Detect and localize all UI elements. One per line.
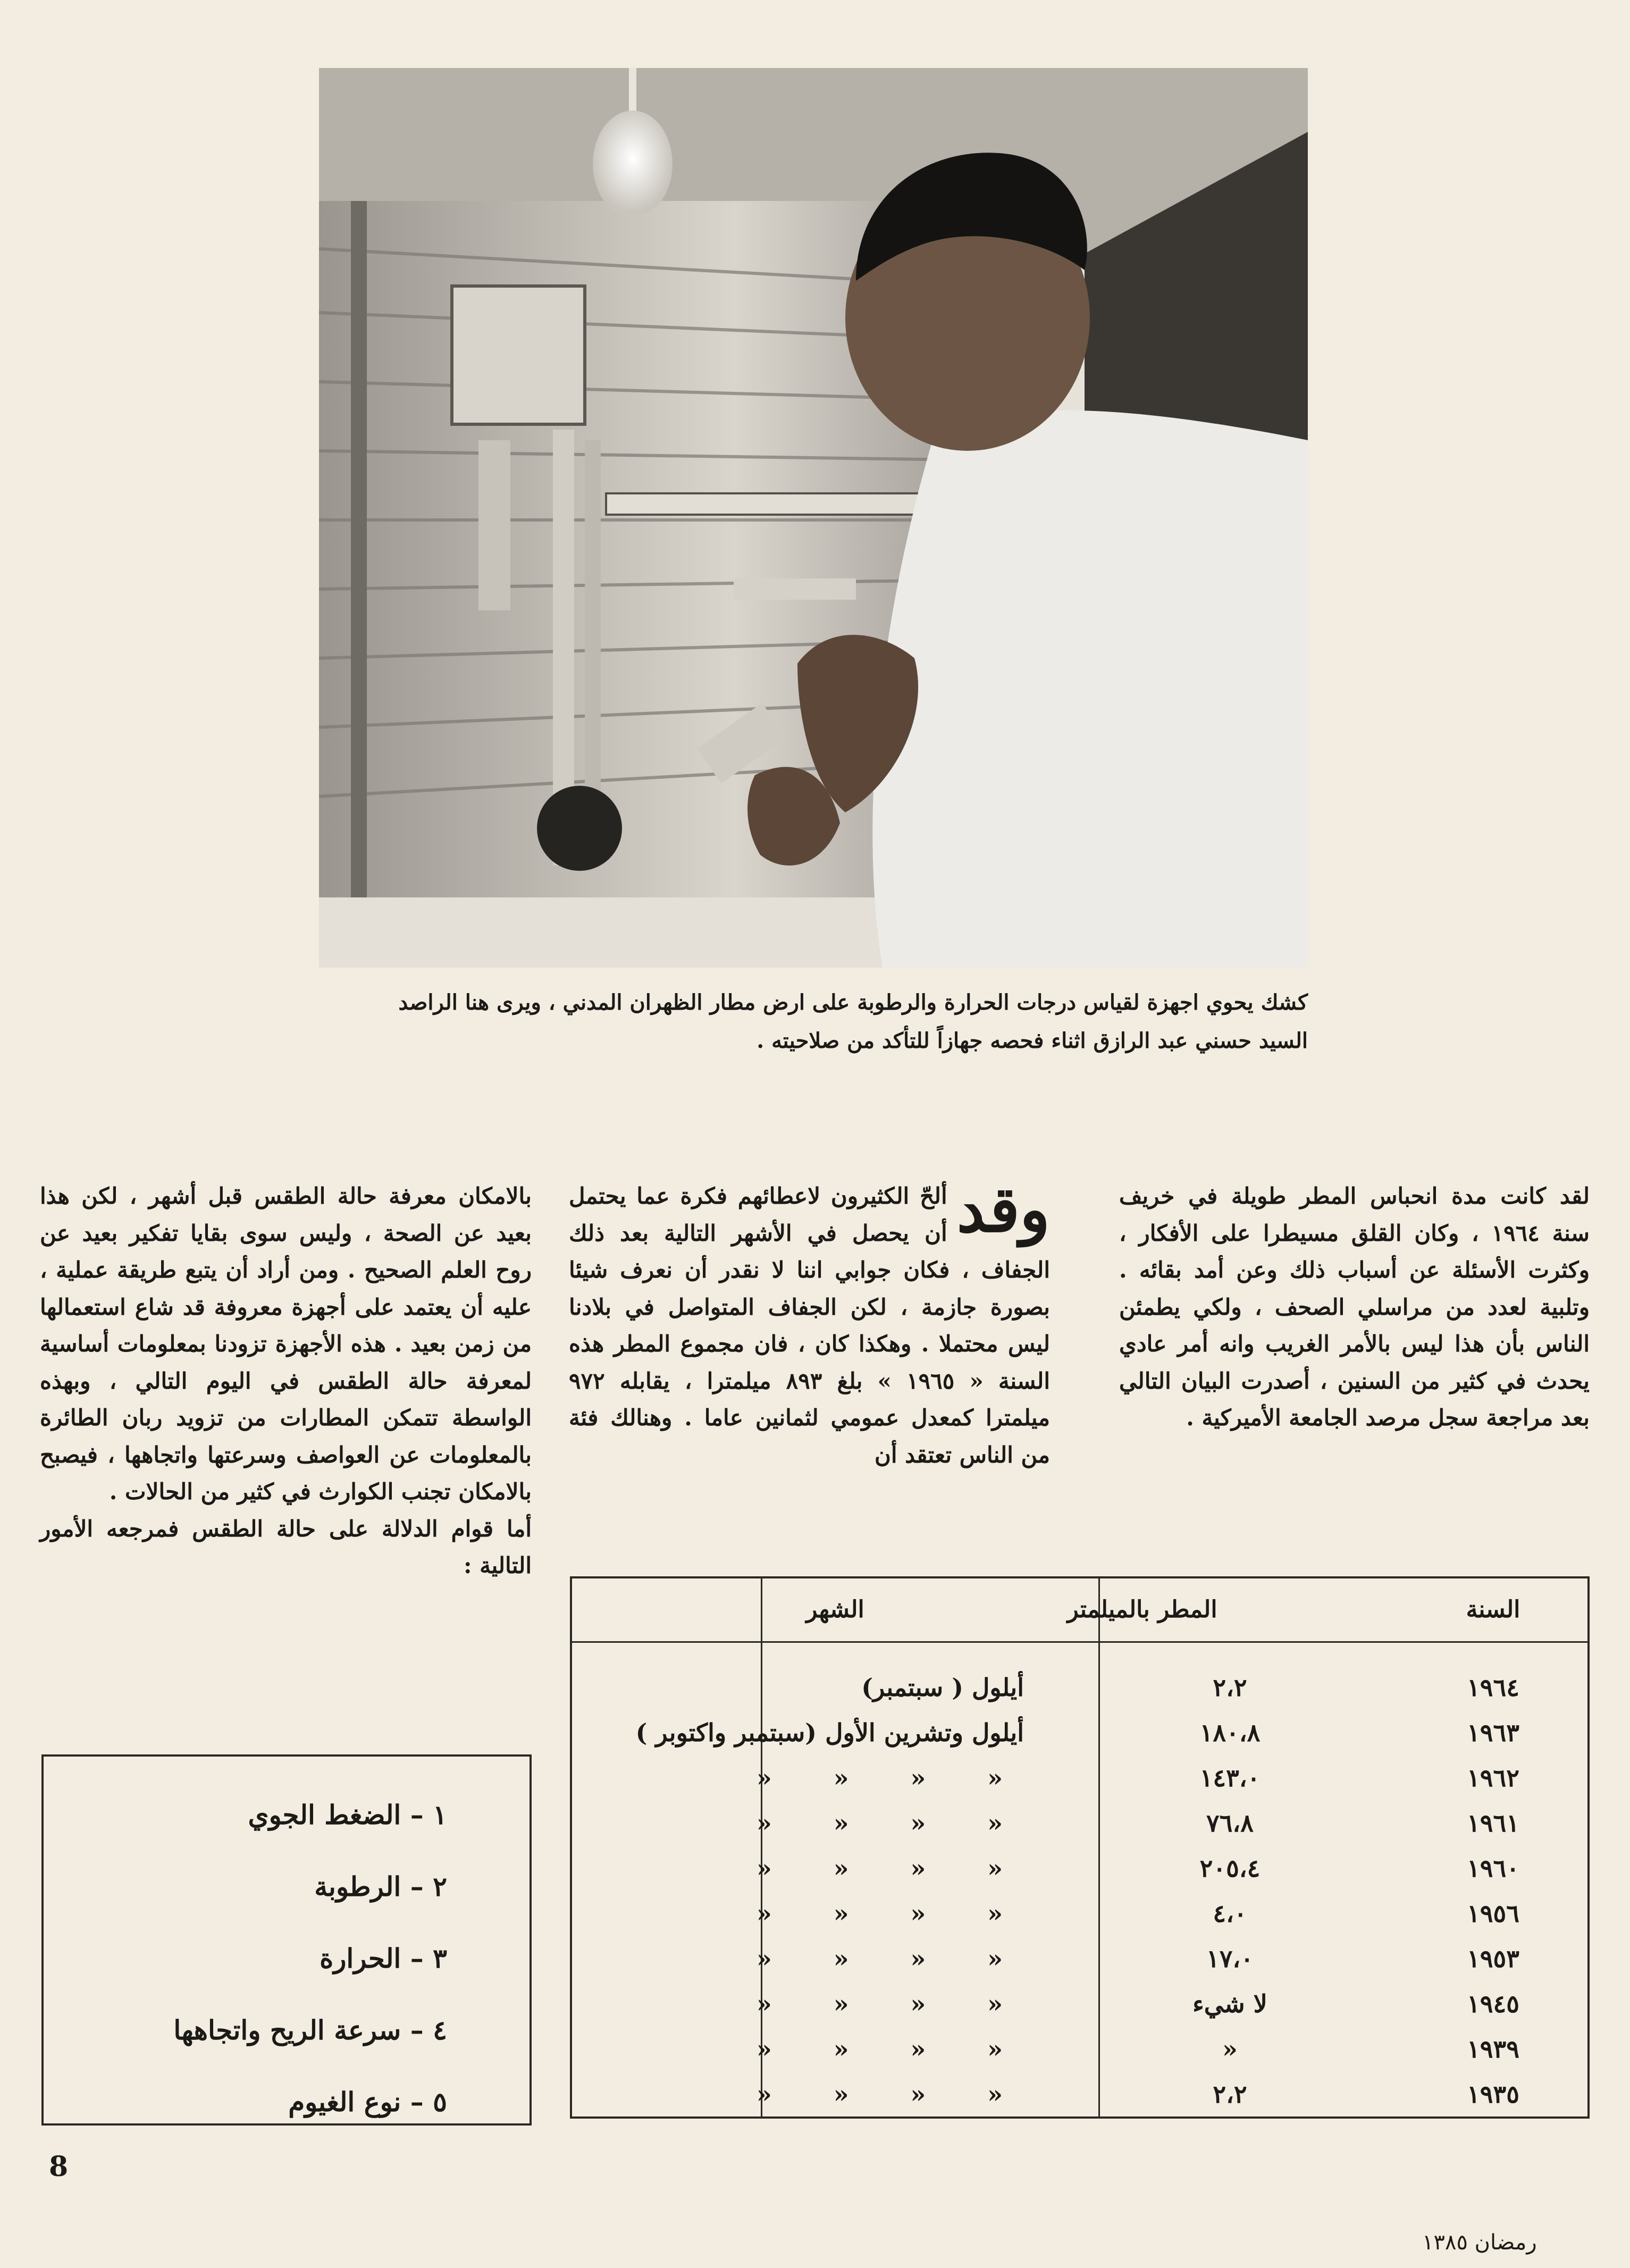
article-left-paragraph-1: بالامكان معرفة حالة الطقس قبل أشهر ، لكن هذا بعيد عن الصحة ، وليس سوى بقايا تفكير بعيد عن روح العلم الصحيح . ومن أراد أن يتبع طريقة عملية ، عليه أن يعتمد على أجهزة معروفة قد شاع استعمالها من زمن بعيد . هذه الأجهزة تزودنا بمعلومات أساسية لمعرفة حالة الطقس في اليوم التالي ، وبهذه الواسطة تتمكن المطارات من تزويد ربان الطائرة بالمعلومات عن العواصف وسرعتها واتجاهها ، فيصبح بالامكان تجنب الكوارث في كثير من الحالات . bbox=[40, 1183, 532, 1505]
rainfall-table bbox=[570, 1576, 1590, 2119]
article-intro-paragraph: لقد كانت مدة انحباس المطر طويلة في خريف سنة ١٩٦٤ ، وكان القلق مسيطرا على الأفكار ، وكثرت الأسئلة عن أسباب ذلك وعن أمد بقائه . وتلبية لعدد من مراسلي الصحف ، ولكي يطمئن الناس بأن هذا ليس بالأمر الغريب وانه أمر عادي يحدث في كثير من السنين ، أصدرت البيان التالي بعد مراجعة سجل مرصد الجامعة الأميركية . bbox=[1119, 1183, 1590, 1431]
table-cell-rain: ٢،٢ bbox=[1213, 1673, 1247, 1702]
weather-station-photo bbox=[319, 68, 1308, 968]
table-cell-year: ١٩٦٤ bbox=[1467, 1673, 1519, 1702]
table-cell-rain: لا شيء bbox=[1192, 1989, 1267, 2018]
weather-factor-item: ٢ – الرطوبة bbox=[314, 1871, 447, 1902]
table-cell-months: « « « « bbox=[756, 1989, 1003, 2018]
table-cell-year: ١٩٥٣ bbox=[1467, 1944, 1519, 1973]
table-cell-year: ١٩٦٠ bbox=[1467, 1854, 1519, 1883]
table-cell-rain: ٤،٠ bbox=[1213, 1899, 1247, 1928]
caption-line-2: السيد حسني عبد الرازق اثناء فحصه جهازاً للتأكد من صلاحيته . bbox=[757, 1028, 1308, 1053]
article-column-left bbox=[40, 1178, 532, 1584]
table-cell-year: ١٩٤٥ bbox=[1467, 1989, 1519, 2018]
table-cell-year: ١٩٦٣ bbox=[1467, 1718, 1519, 1747]
drop-cap: وقد bbox=[956, 1172, 1050, 1246]
table-cell-rain: ١٤٣،٠ bbox=[1199, 1763, 1261, 1792]
table-cell-year: ١٩٣٩ bbox=[1467, 2035, 1519, 2063]
article-middle-paragraph: ألحّ الكثيرون لاعطائهم فكرة عما يحتمل أن يحصل في الأشهر التالية بعد ذلك الجفاف ، فكان جوابي اننا لا نقدر أن نعرف شيئا بصورة جازمة ، لكن الجفاف المتواصل في بلادنا ليس محتملا . وهكذا كان ، فان مجموع المطر هذه السنة « ١٩٦٥ » بلغ ٨٩٣ ميلمترا ، يقابله ٩٧٢ ميلمترا كمعدل عمومي لثمانين عاما . وهنالك فئة من الناس تعتقد أن bbox=[569, 1183, 1050, 1468]
table-cell-months: « « « « bbox=[756, 1854, 1003, 1883]
weather-factors-box bbox=[41, 1754, 532, 2126]
table-cell-months: « « « « bbox=[756, 2080, 1003, 2109]
weather-factor-item: ١ – الضغط الجوي bbox=[248, 1799, 447, 1830]
weather-factor-item: ٥ – نوع الغيوم bbox=[288, 2086, 447, 2118]
weather-factor-item: ٤ – سرعة الريح واتجاهها bbox=[173, 2014, 447, 2046]
article-column-right bbox=[1119, 1178, 1590, 1437]
table-cell-rain: ١٧،٠ bbox=[1206, 1944, 1254, 1973]
page-number: 8 bbox=[49, 2151, 69, 2183]
table-cell-rain: ٧٦،٨ bbox=[1206, 1809, 1254, 1837]
article-left-paragraph-2: أما قوام الدلالة على حالة الطقس فمرجعه الأمور التالية : bbox=[40, 1515, 532, 1578]
table-cell-year: ١٩٥٦ bbox=[1467, 1899, 1519, 1928]
table-header-year: السنة bbox=[1466, 1596, 1520, 1623]
table-cell-rain: ١٨٠،٨ bbox=[1199, 1718, 1261, 1747]
table-cell-months: أيلول وتشرين الأول (سبتمبر واكتوبر ) bbox=[635, 1718, 1024, 1747]
table-header-rain: المطر بالميلمتر bbox=[1067, 1596, 1217, 1623]
table-cell-months: أيلول ( سبتمبر) bbox=[861, 1673, 1024, 1702]
table-cell-year: ١٩٣٥ bbox=[1467, 2080, 1519, 2109]
table-cell-rain: ٢٠٥،٤ bbox=[1199, 1854, 1261, 1883]
photo-illustration bbox=[319, 68, 1308, 968]
issue-label: رمضان ١٣٨٥ bbox=[1422, 2230, 1537, 2255]
table-cell-rain: « bbox=[1222, 2035, 1238, 2063]
table-cell-months: « « « « bbox=[756, 2035, 1003, 2063]
table-cell-months: « « « « bbox=[756, 1944, 1003, 1973]
article-column-middle bbox=[569, 1172, 1050, 1473]
table-cell-months: « « « « bbox=[756, 1809, 1003, 1837]
table-cell-months: « « « « bbox=[756, 1899, 1003, 1928]
weather-factor-item: ٣ – الحرارة bbox=[320, 1943, 447, 1974]
photo-caption bbox=[319, 984, 1308, 1060]
table-header-months: الشهر bbox=[806, 1596, 864, 1623]
table-cell-year: ١٩٦٢ bbox=[1467, 1763, 1519, 1792]
table-cell-rain: ٢،٢ bbox=[1213, 2080, 1247, 2109]
table-cell-year: ١٩٦١ bbox=[1467, 1809, 1519, 1837]
table-cell-months: « « « « bbox=[756, 1763, 1003, 1792]
caption-line-1: كشك يحوي اجهزة لقياس درجات الحرارة والرطوبة على ارض مطار الظهران المدني ، ويرى هنا الراصد bbox=[398, 990, 1308, 1015]
